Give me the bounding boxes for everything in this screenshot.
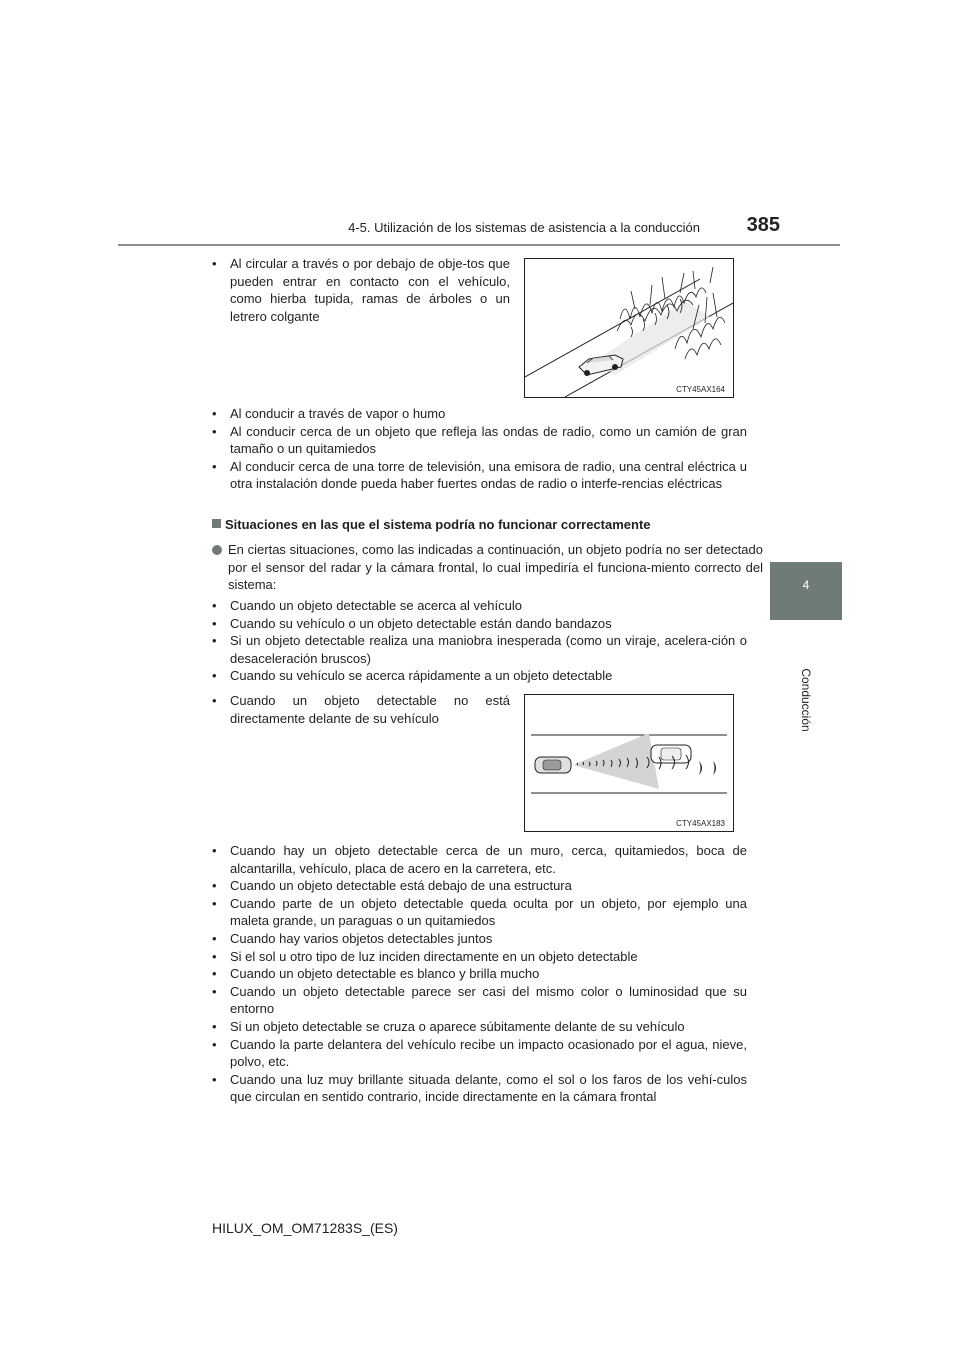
list-item: • Cuando su vehículo se acerca rápidamente a un objeto detectable xyxy=(212,667,747,685)
document-code: HILUX_OM_OM71283S_(ES) xyxy=(212,1220,398,1236)
list-item: • Cuando la parte delantera del vehículo recibe un impacto ocasionado por el agua, nieve, polvo, etc. xyxy=(212,1036,747,1071)
running-header: 4-5. Utilización de los sistemas de asistencia a la conducción xyxy=(348,220,700,235)
figure-offset-target xyxy=(524,694,734,832)
list-item: • Cuando su vehículo o un objeto detectable están dando bandazos xyxy=(212,615,747,633)
figure-vegetation xyxy=(524,258,734,398)
list-item: • Cuando hay varios objetos detectables juntos xyxy=(212,930,747,948)
list-item: • Cuando un objeto detectable parece ser casi del mismo color o luminosidad que su entorno xyxy=(212,983,747,1018)
list-item: • Cuando un objeto detectable se acerca al vehículo xyxy=(212,597,747,615)
offset-target-illustration xyxy=(525,695,733,831)
list-item: • Cuando parte de un objeto detectable queda oculta por un objeto, por ejemplo una maleta grande, un paraguas o un quitamiedos xyxy=(212,895,747,930)
header-rule xyxy=(118,244,840,246)
figure-code: CTY45AX183 xyxy=(676,819,725,828)
list-item: • Si un objeto detectable realiza una maniobra inesperada (como un viraje, acelera-ción o desaceleración bruscos) xyxy=(212,632,747,667)
list-item: • Al conducir cerca de una torre de televisión, una emisora de radio, una central eléctrica u otra instalación donde pueda haber fuertes ondas de radio o interfe-rencias eléctricas xyxy=(212,458,747,493)
page-number: 385 xyxy=(746,214,780,236)
square-bullet-icon xyxy=(212,519,221,528)
list-item: • Si el sol u otro tipo de luz inciden directamente en un objeto detectable xyxy=(212,948,747,966)
list-item: • Cuando una luz muy brillante situada delante, como el sol o los faros de los vehí-culos que circulan en sentido contrario, incide directamente en la cámara frontal xyxy=(212,1071,747,1106)
chapter-tab-number: 4 xyxy=(802,578,810,592)
chapter-tab-label: Conducción xyxy=(799,668,813,732)
section-heading: Situaciones en las que el sistema podría no funcionar correctamente xyxy=(212,517,752,532)
list-item: • Al circular a través o por debajo de obje-tos que pueden entrar en contacto con el vehículo, como hierba tupida, ramas de árboles o un letrero colgante xyxy=(212,255,510,325)
circle-bullet-icon xyxy=(212,545,222,555)
list-item: • Al conducir cerca de un objeto que refleja las ondas de radio, como un camión de gran tamaño o un quitamiedos xyxy=(212,423,747,458)
block1-list xyxy=(212,405,747,493)
vegetation-illustration xyxy=(525,259,733,397)
list-item: • Cuando un objeto detectable está debajo de una estructura xyxy=(212,877,747,895)
section2-list-after xyxy=(212,842,747,1106)
figure-code: CTY45AX164 xyxy=(676,385,725,394)
list-item: • Cuando hay un objeto detectable cerca de un muro, cerca, quitamiedos, boca de alcantarilla, vehículo, placa de acero en la carretera, etc. xyxy=(212,842,747,877)
target-car-icon xyxy=(651,745,691,763)
section2-list xyxy=(212,597,747,685)
list-item: • Cuando un objeto detectable no está directamente delante de su vehículo xyxy=(212,692,510,727)
list-item: • Al conducir a través de vapor o humo xyxy=(212,405,747,423)
own-car-icon xyxy=(535,757,571,773)
section-lead: En ciertas situaciones, como las indicadas a continuación, un objeto podría no ser detectado por el sensor del radar y la cámara frontal, lo cual impediría el funciona-miento correcto del sistema: xyxy=(212,541,763,594)
list-item: • Si un objeto detectable se cruza o aparece súbitamente delante de su vehículo xyxy=(212,1018,747,1036)
list-item: • Cuando un objeto detectable es blanco y brilla mucho xyxy=(212,965,747,983)
